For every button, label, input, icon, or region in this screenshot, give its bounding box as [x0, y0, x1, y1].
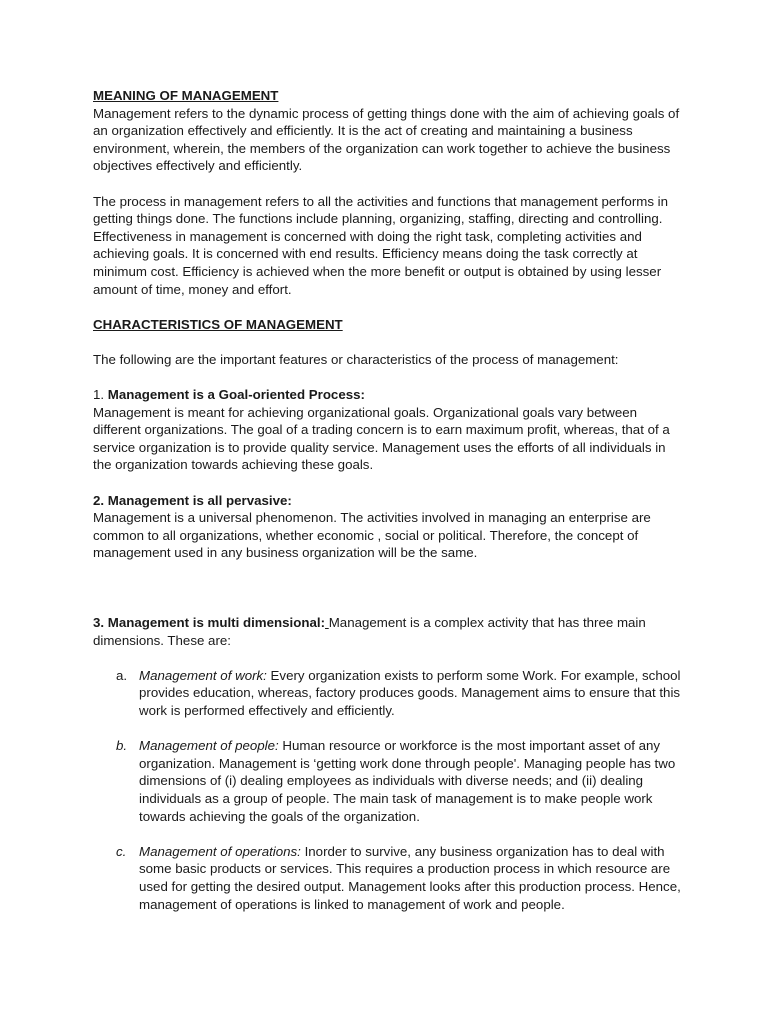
point-3-paragraph	[93, 614, 683, 649]
document-body	[93, 87, 683, 913]
spacer	[93, 825, 683, 843]
list-item-management-of-operations	[93, 843, 683, 913]
point-2-title: 2. Management is all pervasive:	[93, 492, 292, 508]
spacer	[93, 369, 683, 387]
spacer	[93, 720, 683, 738]
point-2-body: Management is a universal phenomenon. The activities involved in managing an enterprise are common to all organizations, whether economic , social or political. Therefore, the concept of management used in any business organization will be the same.	[93, 510, 651, 561]
list-marker: b.	[116, 738, 128, 754]
spacer	[93, 649, 683, 667]
spacer	[93, 562, 683, 614]
list-item-term: Management of operations:	[139, 843, 301, 859]
point-1-number: 1.	[93, 387, 108, 403]
list-item-text: Inorder to survive, any business organization has to deal with some basic products or services. This requires a production process in which resource are used for getting the desired output. Management looks after this production process. Hence, management of operations is linked to management of work and people.	[139, 843, 681, 912]
list-item-text: Human resource or workforce is the most important asset of any organization. Management is ‘getting work done through people'. Managing people has two dimensions of (i) dealing employees as individuals with diverse needs; and (ii) dealing individuals as a group of people. The main task of management is to make people work towards achieving the goals of the organization.	[139, 738, 676, 824]
point-3-title: 3. Management is multi dimensional:	[93, 615, 326, 631]
list-item-term: Management of work:	[139, 667, 267, 683]
list-item-management-of-people	[93, 737, 683, 825]
meaning-heading: MEANING OF MANAGEMENT	[93, 88, 279, 103]
spacer	[93, 333, 683, 351]
dimensions-list	[93, 667, 683, 913]
characteristics-heading: CHARACTERISTICS OF MANAGEMENT	[93, 316, 343, 332]
spacer	[93, 175, 683, 193]
list-marker: c.	[116, 843, 127, 859]
spacer	[93, 474, 683, 492]
point-3-body: Management is a complex activity that has three main dimensions. These are:	[93, 615, 646, 648]
characteristics-intro: The following are the important features or characteristics of the process of management:	[93, 351, 619, 367]
spacer	[93, 298, 683, 316]
point-1-body: Management is meant for achieving organizational goals. Organizational goals vary between different organizations. The goal of a trading concern is to earn maximum profit, whereas, that of a service organization is to provide quality service. Management uses the efforts of all individuals in the organization towards achieving these goals.	[93, 404, 670, 473]
point-1-title-text: Management is a Goal-oriented Process:	[107, 387, 365, 403]
list-item-text: Every organization exists to perform some Work. For example, school provides education, whereas, factory produces goods. Management aims to ensure that this work is performed effectively and efficiently.	[139, 667, 681, 718]
meaning-paragraph-1: Management refers to the dynamic process of getting things done with the aim of achieving goals of an organization effectively and efficiently. It is the act of creating and maintaining a business environment, wherein, the members of the organization can work together to achieve the business objectives effectively and efficiently.	[93, 105, 680, 174]
list-item-term: Management of people:	[139, 738, 279, 754]
list-item-management-of-work	[93, 667, 683, 720]
list-marker: a.	[116, 667, 128, 683]
point-1-title	[93, 386, 683, 404]
meaning-paragraph-2: The process in management refers to all the activities and functions that management performs in getting things done. The functions include planning, organizing, staffing, directing and controlling. Effectiveness in management is concerned with doing the right task, completing activities and achieving goals. It is concerned with end results. Efficiency means doing the task correctly at minimum cost. Efficiency is achieved when the more benefit or output is obtained by using lesser amount of time, money and effort.	[93, 193, 669, 297]
